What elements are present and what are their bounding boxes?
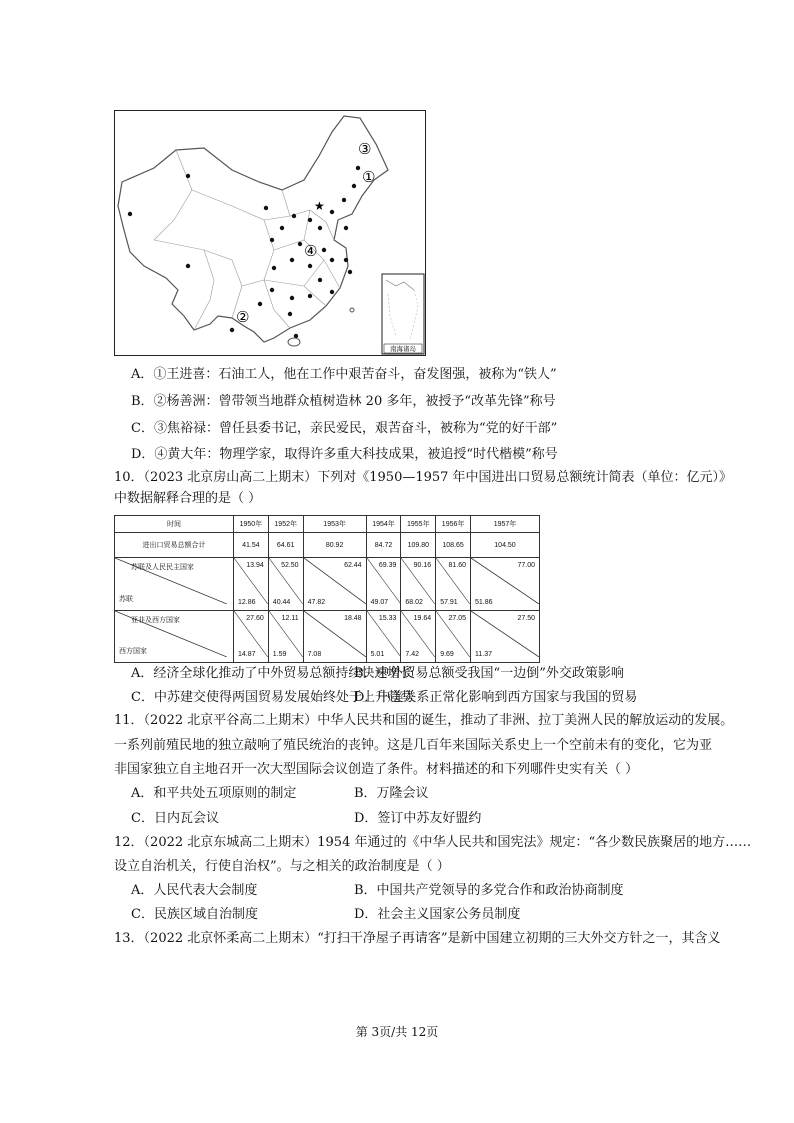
map-marker-3: ③: [358, 140, 372, 158]
inset-label: 南海诸岛: [390, 345, 416, 353]
q13-stem-line1: 13．（2022 北京怀柔高二上期末）“打扫干净屋子再请客”是新中国建立初期的三大外交方针之一，其含义: [114, 931, 721, 946]
cell-bottom-value: 57.91: [440, 598, 458, 606]
cell-top-value: 52.50: [281, 562, 299, 570]
q9-option-c[interactable]: C．③焦裕禄：曾任县委书记，亲民爱民，艰苦奋斗，被称为“党的好干部”: [131, 421, 558, 436]
split-cell: [471, 558, 540, 610]
header-cell: 1953年: [303, 516, 366, 533]
cell-top-value: 27.05: [448, 614, 466, 622]
cell-bottom-value: 11.37: [475, 651, 492, 658]
table-row-total: [115, 532, 540, 558]
q11-option-b[interactable]: B．万隆会议: [354, 786, 429, 801]
cell-bottom-value: 47.82: [307, 598, 326, 606]
map-marker-1: ①: [362, 168, 376, 186]
row-label-bottom: 苏联: [119, 595, 133, 603]
cell-top-value: 90.16: [413, 562, 432, 570]
cell-top-value: 69.39: [378, 562, 397, 570]
china-map-figure: [114, 110, 426, 356]
cell-top-value: 12.11: [281, 614, 299, 622]
q9-option-a[interactable]: A．①王进喜：石油工人，他在工作中艰苦奋斗，奋发图强，被称为“铁人”: [131, 367, 557, 382]
trade-statistics-table: [114, 515, 540, 663]
q10-option-d[interactable]: D．中美关系正常化影响到西方国家与我国的贸易: [354, 690, 638, 705]
header-cell: 1955年: [401, 516, 436, 533]
cell-bottom-value: 40.44: [272, 598, 291, 606]
split-cell: [436, 558, 471, 610]
map-marker-2: ②: [236, 308, 250, 326]
header-cell: 1952年: [268, 516, 303, 533]
table-row-western: [115, 610, 540, 662]
capital-star-icon: ★: [314, 199, 325, 213]
q12-stem-line1: 12．（2022 北京东城高二上期末）1954 年通过的《中华人民共和国宪法》规定：“各少数民族聚居的地方……: [114, 835, 752, 850]
split-cell: [366, 558, 401, 610]
cell-bottom-value: 9.69: [440, 651, 454, 658]
q10-option-c[interactable]: C．中苏建交使得两国贸易发展始终处于上升趋势: [131, 690, 414, 705]
row-label-top: 亚非及西方国家: [131, 616, 180, 624]
table-header-row: [115, 516, 540, 533]
cell-top-value: 27.60: [246, 614, 264, 622]
header-cell: 1950年: [234, 516, 269, 533]
split-cell: [471, 610, 540, 662]
table-cell: 64.61: [268, 532, 303, 558]
cell-top-value: 19.64: [413, 614, 432, 622]
table-cell: 80.92: [303, 532, 366, 558]
q11-option-c[interactable]: C．日内瓦会议: [131, 811, 219, 826]
cell-bottom-value: 68.02: [405, 598, 423, 606]
split-cell: [303, 610, 366, 662]
cell-top-value: 77.00: [517, 562, 535, 570]
table-row-soviet: [115, 558, 540, 610]
q12-option-a[interactable]: A．人民代表大会制度: [131, 883, 258, 898]
table-cell: 108.65: [436, 532, 471, 558]
q11-option-d[interactable]: D．签订中苏友好盟约: [354, 811, 482, 826]
cell-top-value: 13.94: [246, 562, 264, 570]
page-number-footer: 第 3页/共 12页: [355, 1025, 439, 1039]
split-cell: [234, 610, 269, 662]
table-cell: 109.80: [401, 532, 436, 558]
q9-option-b[interactable]: B．②杨善洲：曾带领当地群众植树造林 20 多年，被授予“改革先锋”称号: [131, 394, 556, 409]
q10-stem-line2: 中数据解释合理的是（ ）: [114, 491, 262, 506]
q12-stem-line2: 设立自治机关，行使自治权”。与之相关的政治制度是（ ）: [114, 859, 450, 874]
q12-option-d[interactable]: D．社会主义国家公务员制度: [354, 907, 521, 922]
split-cell: [234, 558, 269, 610]
cell-top-value: 81.60: [448, 562, 466, 570]
row-label-top: 苏联及人民民主国家: [131, 564, 194, 572]
q11-stem-line2: 一系列前殖民地的独立敲响了殖民统治的丧钟。这是几百年来国际关系史上一个空前未有的变化，它为亚: [114, 738, 713, 753]
split-cell: [436, 610, 471, 662]
cell-bottom-value: 7.08: [307, 651, 322, 658]
header-cell: 1957年: [471, 516, 540, 533]
cell-bottom-value: 12.86: [238, 598, 256, 606]
q12-option-b[interactable]: B．中国共产党领导的多党合作和政治协商制度: [354, 883, 624, 898]
cell-bottom-value: 51.86: [475, 598, 493, 606]
row-label-split: [115, 610, 234, 662]
q11-stem-line3: 非国家独立自主地召开一次大型国际会议创造了条件。材料描述的和下列哪件史实有关（ ）: [114, 762, 639, 777]
split-cell: [268, 558, 303, 610]
split-cell: [268, 610, 303, 662]
table-cell: 84.72: [366, 532, 401, 558]
q12-option-c[interactable]: C．民族区域自治制度: [131, 907, 258, 922]
header-cell: 时间: [115, 516, 234, 533]
split-cell: [303, 558, 366, 610]
cell-bottom-value: 5.01: [370, 651, 385, 658]
cell-top-value: 62.44: [344, 562, 362, 570]
q10-option-a[interactable]: A．经济全球化推动了中外贸易总额持续快速增长: [131, 666, 414, 681]
row-label: 进出口贸易总额合计: [115, 532, 234, 558]
cell-bottom-value: 49.07: [370, 598, 389, 606]
cell-top-value: 15.33: [378, 614, 397, 622]
cell-bottom-value: 14.87: [238, 651, 256, 658]
q10-option-b[interactable]: B．中外贸易总额受我国“一边倒”外交政策影响: [354, 666, 624, 681]
q10-stem-line1: 10．（2023 北京房山高二上期末）下列对《1950—1957 年中国进出口贸易总额统计简表（单位：亿元）》: [114, 470, 733, 485]
map-marker-4: ④: [304, 242, 318, 260]
cell-bottom-value: 7.42: [405, 651, 420, 658]
q9-option-d[interactable]: D．④黄大年：物理学家，取得许多重大科技成果，被追授“时代楷模”称号: [131, 447, 558, 462]
q11-stem-line1: 11．（2022 北京平谷高二上期末）中华人民共和国的诞生，推动了非洲、拉丁美洲人民的解放运动的发展。: [114, 713, 734, 728]
split-cell: [366, 610, 401, 662]
q11-option-a[interactable]: A．和平共处五项原则的制定: [131, 786, 297, 801]
table-cell: 41.54: [234, 532, 269, 558]
row-label-bottom: 西方国家: [119, 648, 147, 655]
row-label-split: [115, 558, 234, 610]
header-cell: 1956年: [436, 516, 471, 533]
split-cell: [401, 610, 436, 662]
header-cell: 1954年: [366, 516, 401, 533]
table-cell: 104.50: [471, 532, 540, 558]
split-cell: [401, 558, 436, 610]
south-china-sea-inset: [382, 274, 424, 354]
cell-bottom-value: 1.59: [272, 651, 287, 658]
cell-top-value: 18.48: [344, 614, 362, 622]
cell-top-value: 27.50: [517, 614, 535, 622]
